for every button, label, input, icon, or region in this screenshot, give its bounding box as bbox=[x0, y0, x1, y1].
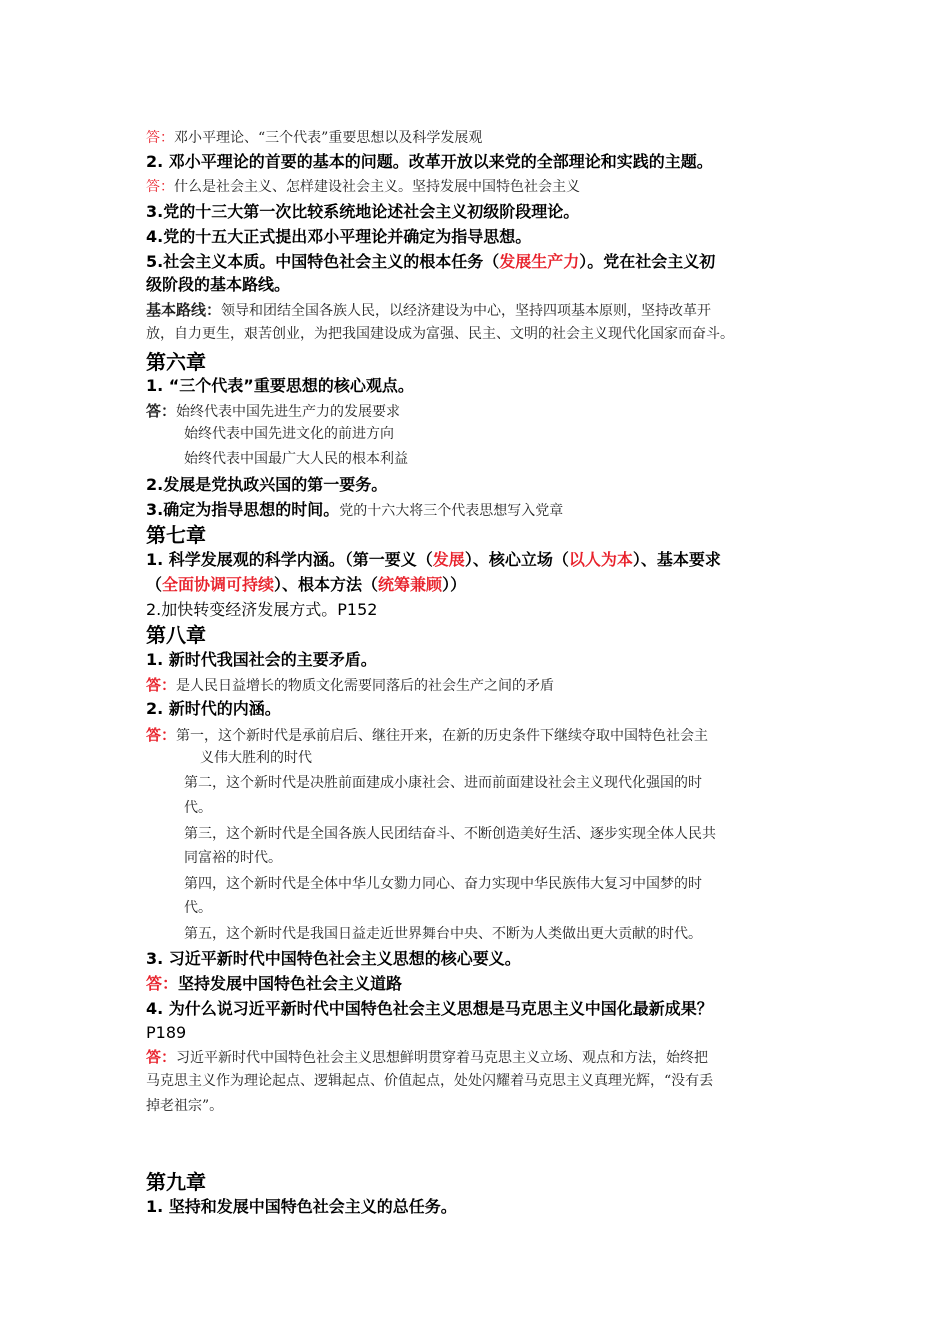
chapter-heading: 第六章 bbox=[146, 350, 206, 374]
question-line: 2.加快转变经济发展方式。P152 bbox=[146, 600, 378, 619]
answer-line: 答：习近平新时代中国特色社会主义思想鲜明贯穿着马克思主义立场、观点和方法，始终把 bbox=[146, 1048, 709, 1066]
answer-line: 答：什么是社会主义、怎样建设社会主义。坚持发展中国特色社会主义 bbox=[146, 179, 580, 195]
answer-line: 答：始终代表中国先进生产力的发展要求 bbox=[146, 402, 401, 420]
answer-line: 掉老祖宗”。 bbox=[146, 1098, 224, 1114]
answer-line: 始终代表中国最广大人民的根本利益 bbox=[184, 451, 408, 467]
answer-line: 第三，这个新时代是全国各族人民团结奋斗、不断创造美好生活、逐步实现全体人民共 bbox=[184, 826, 716, 842]
question-line: 2. 新时代的内涵。 bbox=[146, 699, 281, 718]
question-line: 3.确定为指导思想的时间。党的十六大将三个代表思想写入党章 bbox=[146, 500, 564, 519]
chapter-heading: 第七章 bbox=[146, 523, 206, 547]
answer-line: 始终代表中国先进文化的前进方向 bbox=[184, 426, 394, 442]
question-line: 1. 新时代我国社会的主要矛盾。 bbox=[146, 650, 377, 669]
question-line: 3.党的十三大第一次比较系统地论述社会主义初级阶段理论。 bbox=[146, 202, 580, 221]
paragraph-line: 放，自力更生，艰苦创业，为把我国建设成为富强、民主、文明的社会主义现代化国家而奋斗。 bbox=[146, 326, 734, 342]
question-line: 1. “三个代表”重要思想的核心观点。 bbox=[146, 376, 414, 395]
answer-line: 代。 bbox=[184, 900, 212, 916]
answer-line: 第二，这个新时代是决胜前面建成小康社会、进而前面建设社会主义现代化强国的时 bbox=[184, 775, 702, 791]
answer-line: 答：是人民日益增长的物质文化需要同落后的社会生产之间的矛盾 bbox=[146, 676, 555, 694]
question-line: 2. 邓小平理论的首要的基本的问题。改革开放以来党的全部理论和实践的主题。 bbox=[146, 152, 713, 171]
basic-line-paragraph: 基本路线：领导和团结全国各族人民，以经济建设为中心，坚持四项基本原则，坚持改革开 bbox=[146, 301, 712, 319]
answer-line: 同富裕的时代。 bbox=[184, 850, 282, 866]
question-line: 2.发展是党执政兴国的第一要务。 bbox=[146, 475, 388, 494]
question-line: 1. 坚持和发展中国特色社会主义的总任务。 bbox=[146, 1197, 457, 1216]
question-line: （全面协调可持续）、根本方法（统筹兼顾）） bbox=[146, 575, 467, 594]
answer-line: 代。 bbox=[184, 800, 212, 816]
answer-line: 第五，这个新时代是我国日益走近世界舞台中央、不断为人类做出更大贡献的时代。 bbox=[184, 926, 702, 942]
question-line: 1. 科学发展观的科学内涵。（第一要义（发展）、核心立场（以人为本）、基本要求 bbox=[146, 550, 721, 569]
answer-line: 马克思主义作为理论起点、逻辑起点、价值起点，处处闪耀着马克思主义真理光辉，“没有丢 bbox=[146, 1073, 714, 1089]
question-line: 4. 为什么说习近平新时代中国特色社会主义思想是马克思主义中国化最新成果？ bbox=[146, 999, 713, 1018]
question-line: 答：坚持发展中国特色社会主义道路 bbox=[146, 974, 403, 993]
question-line: 4.党的十五大正式提出邓小平理论并确定为指导思想。 bbox=[146, 227, 532, 246]
page-reference: P189 bbox=[146, 1023, 187, 1042]
answer-line: 答：第一，这个新时代是承前启后、继往开来，在新的历史条件下继续夺取中国特色社会主 bbox=[146, 726, 709, 744]
question-line: 级阶段的基本路线。 bbox=[146, 275, 291, 294]
answer-line: 答：邓小平理论、“三个代表”重要思想以及科学发展观 bbox=[146, 130, 483, 146]
answer-line: 第四，这个新时代是全体中华儿女勠力同心、奋力实现中华民族伟大复习中国梦的时 bbox=[184, 876, 702, 892]
question-line: 5.社会主义本质。中国特色社会主义的根本任务（发展生产力）。党在社会主义初 bbox=[146, 252, 716, 271]
chapter-heading: 第九章 bbox=[146, 1170, 206, 1194]
answer-line: 义伟大胜利的时代 bbox=[200, 750, 312, 766]
chapter-heading: 第八章 bbox=[146, 623, 206, 647]
question-line: 3. 习近平新时代中国特色社会主义思想的核心要义。 bbox=[146, 949, 521, 968]
